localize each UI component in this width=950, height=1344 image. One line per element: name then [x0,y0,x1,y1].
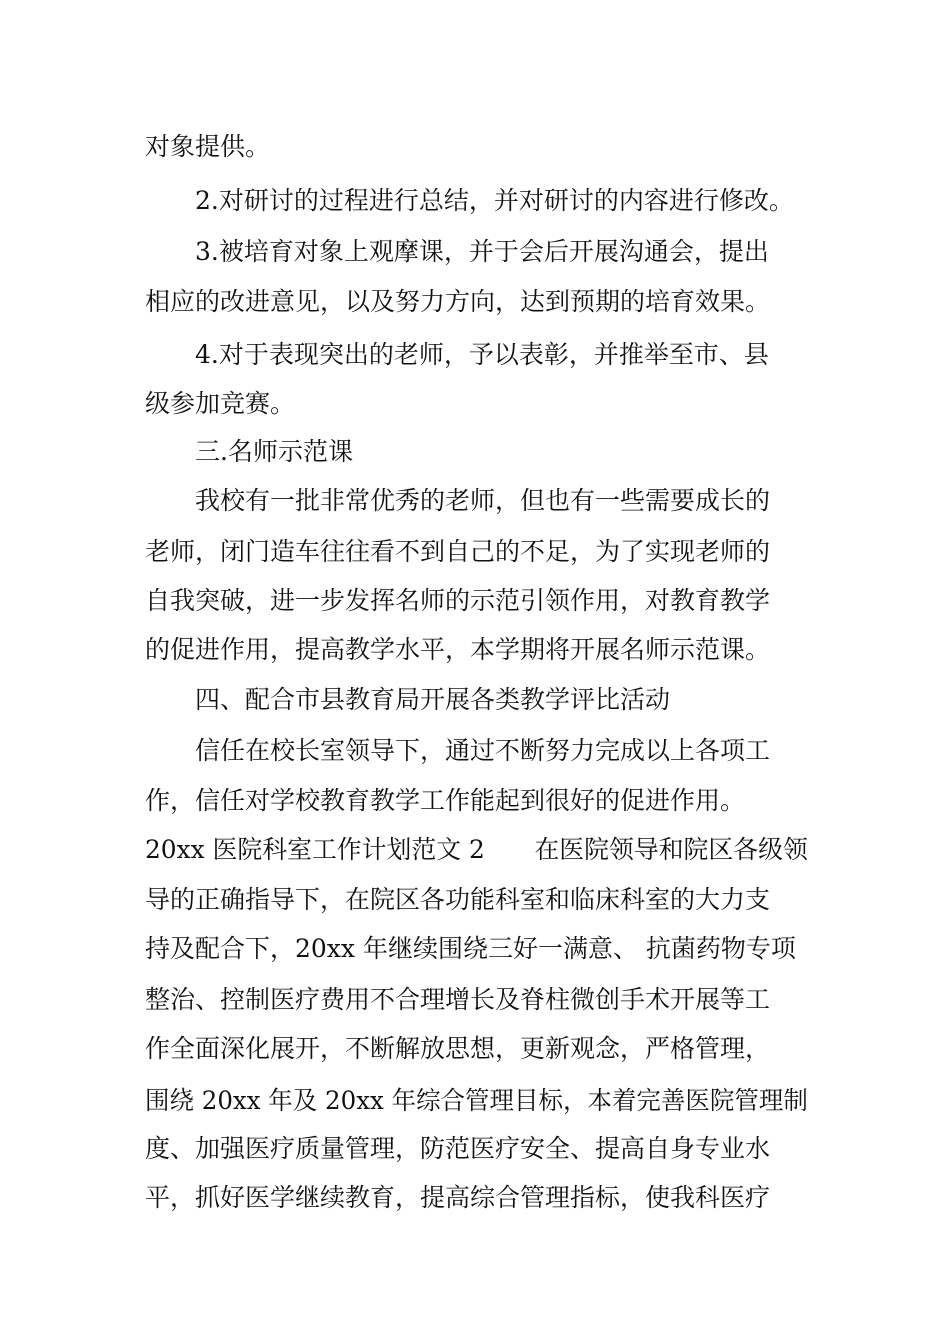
text-line: 平，抓好医学继续教育，提高综合管理指标，使我科医疗 [145,1183,771,1212]
text-line: 导的正确指导下，在院区各功能科室和临床科室的大力支 [145,885,771,914]
text-line: 3.被培育对象上观摩课，并于会后开展沟通会，提出 [195,237,769,266]
text-line: 整治、控制医疗费用不合理增长及脊柱微创手术开展等工 [145,985,771,1014]
text-line: 4.对于表现突出的老师，予以表彰，并推举至市、县 [195,340,769,369]
text-line: 作，信任对学校教育教学工作能起到很好的促进作用。 [145,786,746,815]
text-line: 相应的改进意见，以及努力方向，达到预期的培育效果。 [145,287,771,316]
text-line: 围绕 20xx 年及 20xx 年综合管理目标，本着完善医院管理制 [145,1086,808,1115]
section-heading: 三.名师示范课 [195,437,353,466]
text-line: 作全面深化展开，不断解放思想，更新观念，严格管理， [145,1034,771,1063]
text-line: 的促进作用，提高教学水平，本学期将开展名师示范课。 [145,635,771,664]
text-line: 20xx 医院科室工作计划范文 2 在医院领导和院区各级领 [145,835,808,864]
text-line: 自我突破，进一步发挥名师的示范引领作用，对教育教学 [145,586,771,615]
text-line: 老师，闭门造车往往看不到自己的不足，为了实现老师的 [145,537,771,566]
text-line: 2.对研讨的过程进行总结，并对研讨的内容进行修改。 [195,186,794,215]
text-line: 我校有一批非常优秀的老师，但也有一些需要成长的 [195,486,771,515]
text-line: 持及配合下，20xx 年继续围绕三好一满意、 抗菌药物专项 [145,934,796,963]
text-line: 度、加强医疗质量管理，防范医疗安全、提高自身专业水 [145,1134,771,1163]
text-line: 对象提供。 [145,132,271,161]
text-line: 信任在校长室领导下，通过不断努力完成以上各项工 [195,736,771,765]
text-line: 级参加竞赛。 [145,389,296,418]
section-heading: 四、配合市县教育局开展各类教学评比活动 [195,685,671,714]
